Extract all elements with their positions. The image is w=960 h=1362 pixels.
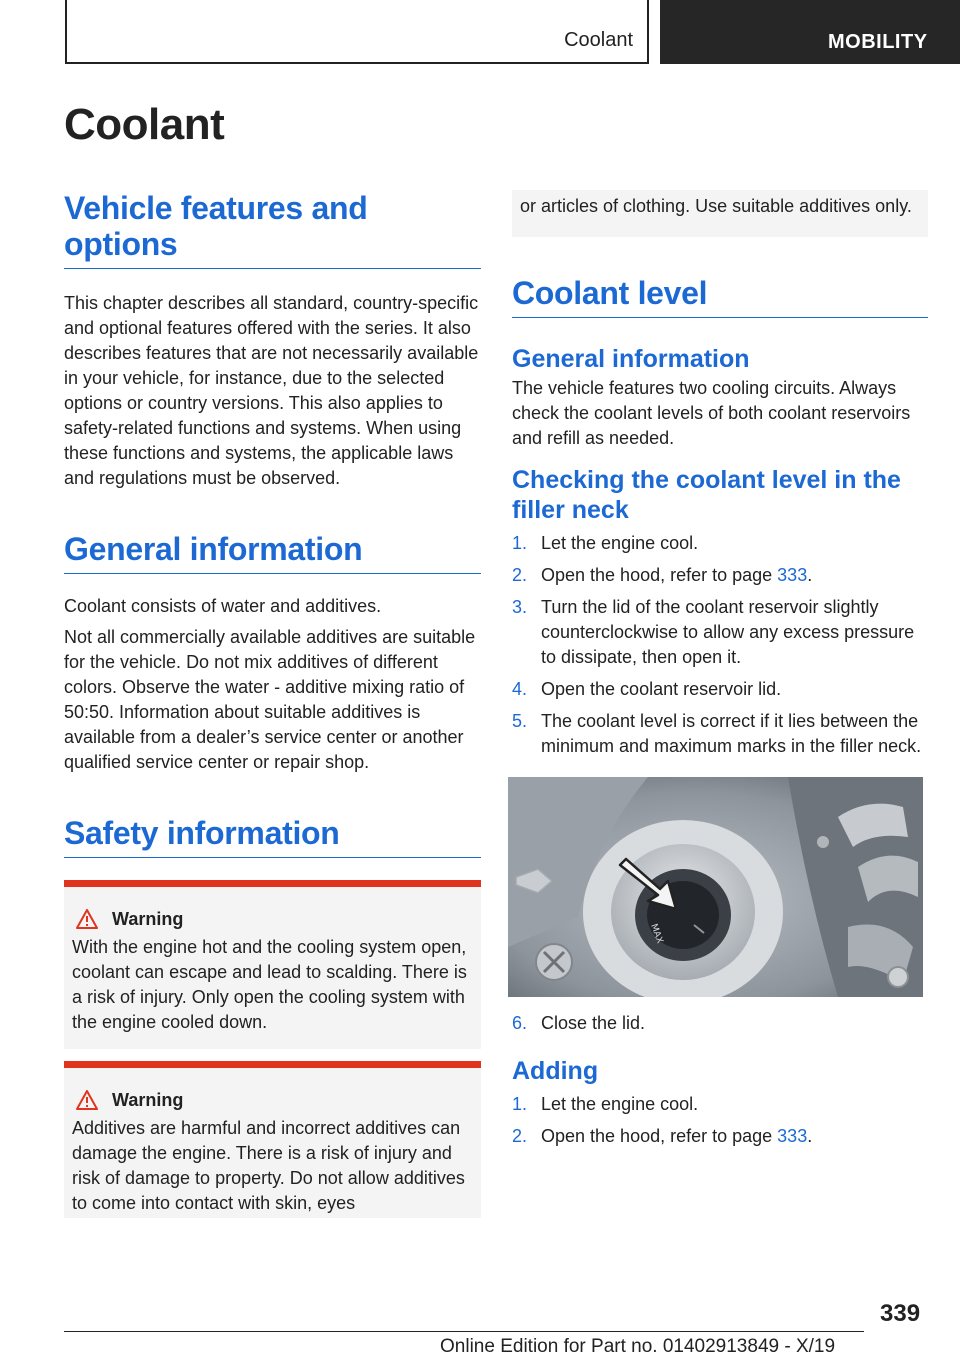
warning-box-additives	[64, 1061, 481, 1218]
warning-triangle-icon	[76, 1090, 98, 1110]
warning-text-scalding: With the engine hot and the cooling system open, coolant can escape and lead to scalding. There is a risk of injury. Only open the cooling system with the engine cooled down.	[72, 937, 467, 1032]
page-number: 339	[880, 1300, 921, 1327]
list-item: 2. Open the hood, refer to page 333.	[512, 1126, 813, 1146]
list-item: 6. Close the lid.	[512, 1013, 646, 1033]
list-item: 5. The coolant level is correct if it lies between the minimum and maximum marks in the filler neck.	[512, 711, 922, 756]
checking-steps-list	[512, 531, 928, 759]
page-title: Coolant	[64, 100, 225, 149]
footer-edition: Online Edition for Part no. 01402913849 - X/19	[440, 1336, 836, 1357]
max-mark-label: MAX	[648, 922, 665, 945]
coolant-general-text: The vehicle features two cooling circuits. Always check the coolant levels of both coolant reservoirs and refill as needed.	[512, 378, 911, 448]
header-chapter-box	[660, 0, 960, 64]
heading-adding: Adding	[512, 1057, 599, 1085]
coolant-reservoir-image	[508, 777, 923, 997]
heading-coolant-level: Coolant level	[512, 275, 928, 318]
header-chapter-title: MOBILITY	[828, 31, 928, 53]
heading-vehicle-features: Vehicle features and options	[64, 190, 481, 269]
warning-title: Warning	[72, 1088, 473, 1112]
list-item: 1. Let the engine cool.	[512, 533, 699, 553]
list-item: 2. Open the hood, refer to page 333.	[512, 565, 813, 585]
warning-box-additives-continued	[512, 190, 928, 237]
heading-general-information: General information	[64, 531, 481, 574]
general-info-p2: Not all commercially available additives are suitable for the vehicle. Do not mix additives of different colors. Observe the water - additive mixing ratio of 50:50. Information about suitable additives is available from a dealer’s service center or another qualified service center or repair shop.	[64, 627, 476, 772]
warning-text-continued: or articles of clothing. Use suitable additives only.	[520, 196, 912, 216]
heading-checking-level: Checking the coolant level in the filler neck	[512, 466, 901, 524]
warning-triangle-icon	[76, 909, 98, 929]
page-link-333[interactable]: 333	[777, 565, 808, 585]
footer-divider	[64, 1331, 864, 1332]
general-info-p1: Coolant consists of water and additives.	[64, 596, 382, 616]
checking-steps-list-continued	[512, 1011, 928, 1036]
list-item: 4. Open the coolant reservoir lid.	[512, 679, 782, 699]
warning-title: Warning	[72, 907, 473, 931]
page-link-333[interactable]: 333	[777, 1126, 808, 1146]
header-section-box	[65, 0, 649, 64]
warning-box-scalding	[64, 880, 481, 1049]
list-item: 1. Let the engine cool.	[512, 1094, 699, 1114]
vehicle-features-text: This chapter describes all standard, country-specific and optional features offered with the series. It also describes features that are not necessarily available in your vehicle, for instance, due to the selected options or country versions. This also applies to safety-related functions and systems. When using these functions and systems, the applicable laws and regulations must be observed.	[64, 293, 479, 488]
right-column	[512, 190, 928, 1156]
warning-text-additives: Additives are harmful and incorrect additives can damage the engine. There is a risk of injury and risk of damage to property. Do not allow additives to come into contact with skin, eyes	[72, 1118, 465, 1213]
adding-steps-list	[512, 1092, 928, 1149]
heading-general-info-right: General information	[512, 345, 750, 373]
header-section-title: Coolant	[564, 29, 633, 51]
heading-safety-information: Safety information	[64, 815, 481, 858]
left-column	[64, 190, 481, 1218]
list-item: 3. Turn the lid of the coolant reservoir slightly counterclockwise to allow any excess pressure to dissipate, then open it.	[512, 597, 915, 667]
